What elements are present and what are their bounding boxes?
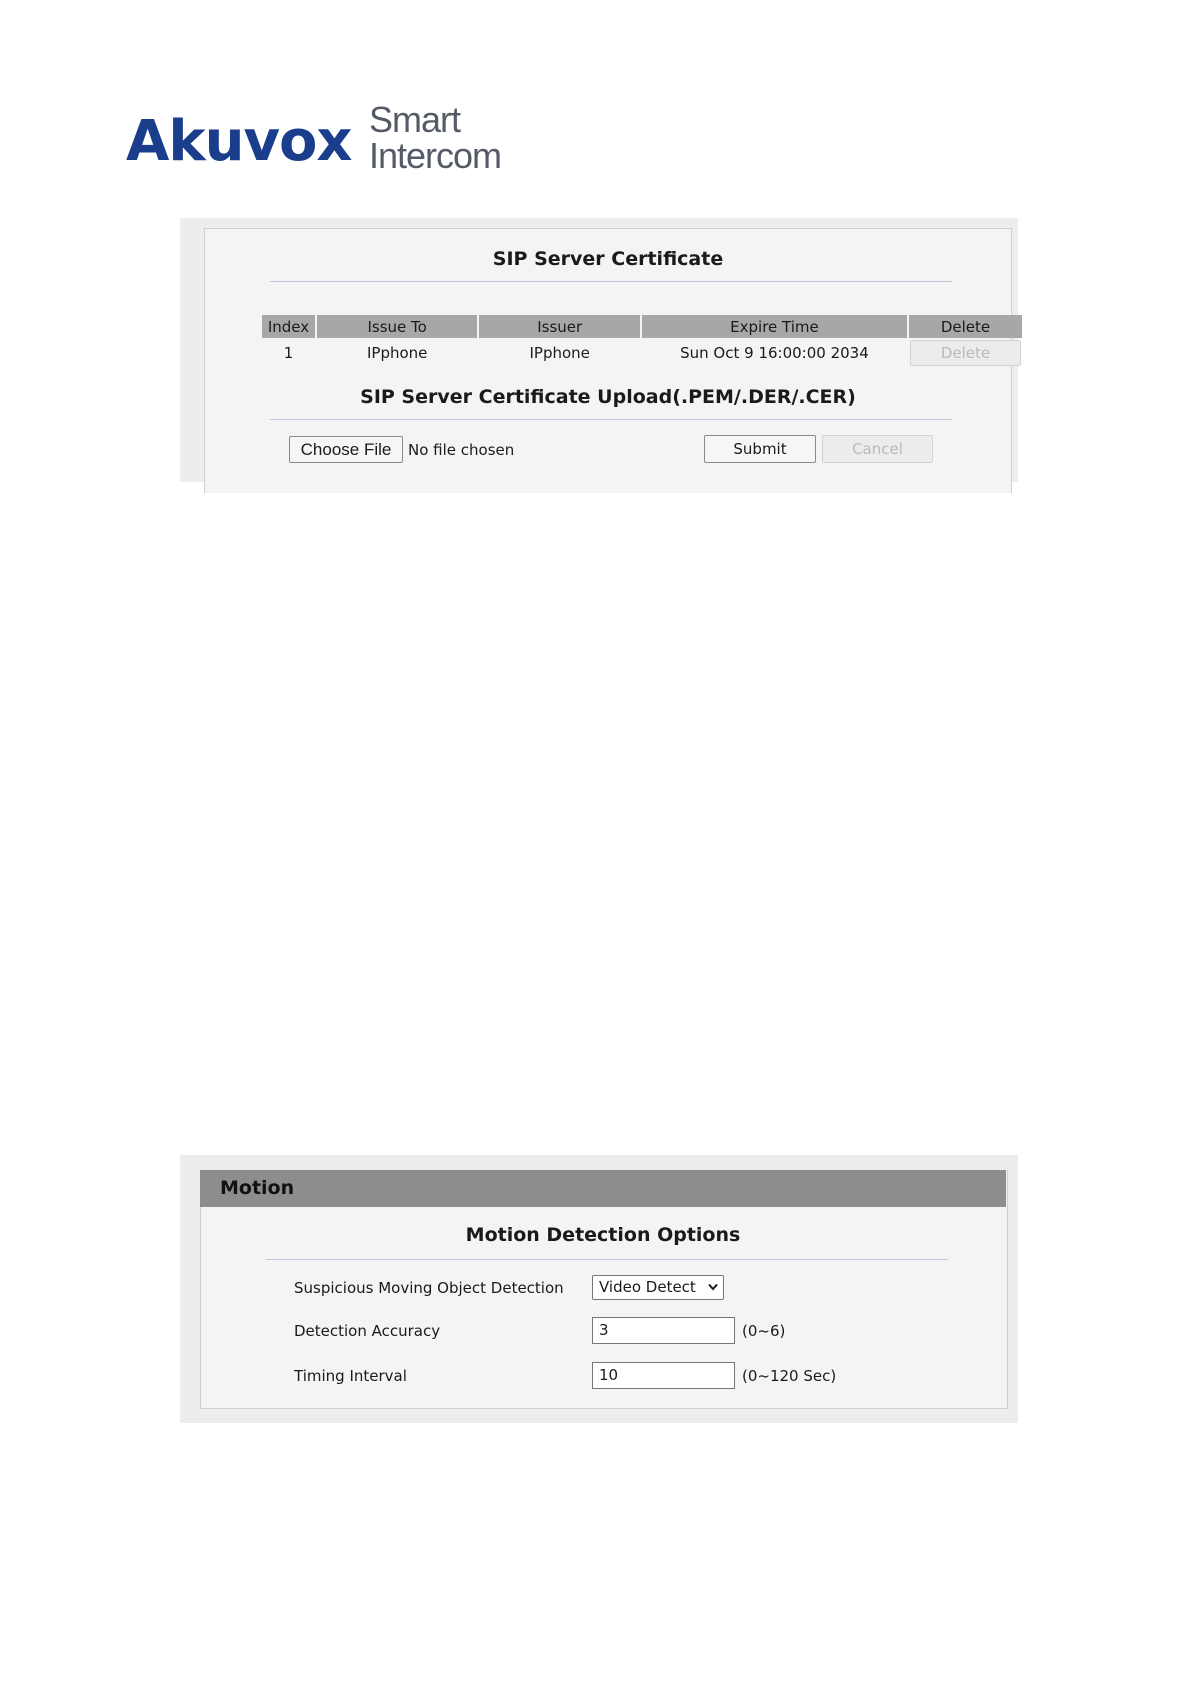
sip-certificate-screenshot xyxy=(180,218,1018,482)
sip-certificate-title: SIP Server Certificate xyxy=(492,248,724,270)
timing-interval-range: (0~120 Sec) xyxy=(742,1367,837,1385)
cell-expire-time: Sun Oct 9 16:00:00 2034 xyxy=(680,344,869,362)
cell-issuer: IPphone xyxy=(529,344,590,362)
certificate-upload-title: SIP Server Certificate Upload(.PEM/.DER/.CER) xyxy=(360,386,856,408)
cancel-button[interactable]: Cancel xyxy=(822,435,933,463)
detection-accuracy-range: (0~6) xyxy=(742,1322,786,1340)
title-divider xyxy=(270,281,952,282)
column-header-expire-time: Expire Time xyxy=(642,315,907,338)
cell-issue-to: IPphone xyxy=(366,344,428,362)
logo-brand-text: Akuvox xyxy=(126,109,352,174)
timing-interval-input[interactable]: 10 xyxy=(592,1362,735,1389)
akuvox-logo xyxy=(126,100,526,180)
sip-certificate-panel xyxy=(204,228,1012,493)
motion-title-divider xyxy=(266,1259,948,1260)
logo-tagline-line2: Intercom xyxy=(369,135,502,176)
table-row xyxy=(262,338,1022,368)
certificate-table xyxy=(260,315,1024,368)
motion-section-header: Motion xyxy=(200,1170,1006,1207)
cell-index: 1 xyxy=(283,344,294,362)
choose-file-button[interactable]: Choose File xyxy=(289,436,403,463)
select-value: Video Detect xyxy=(599,1278,696,1296)
table-header-row xyxy=(262,315,1022,338)
motion-detection-title: Motion Detection Options xyxy=(465,1224,741,1246)
submit-button[interactable]: Submit xyxy=(704,435,816,463)
suspicious-moving-object-select[interactable] xyxy=(592,1275,724,1300)
chevron-down-icon xyxy=(708,1283,718,1291)
suspicious-moving-object-label: Suspicious Moving Object Detection xyxy=(294,1279,564,1297)
column-header-delete: Delete xyxy=(909,315,1022,338)
logo-tagline-line1: Smart xyxy=(369,99,461,140)
column-header-index: Index xyxy=(262,315,315,338)
detection-accuracy-input[interactable]: 3 xyxy=(592,1317,735,1344)
delete-certificate-button[interactable]: Delete xyxy=(910,340,1021,366)
column-header-issuer: Issuer xyxy=(479,315,640,338)
upload-divider xyxy=(270,419,952,420)
no-file-chosen-text: No file chosen xyxy=(408,441,515,459)
column-header-issue-to: Issue To xyxy=(317,315,478,338)
logo-tagline xyxy=(369,99,502,176)
timing-interval-label: Timing Interval xyxy=(294,1367,407,1385)
cell-delete xyxy=(909,338,1022,368)
motion-screenshot xyxy=(180,1155,1018,1423)
detection-accuracy-label: Detection Accuracy xyxy=(294,1322,441,1340)
